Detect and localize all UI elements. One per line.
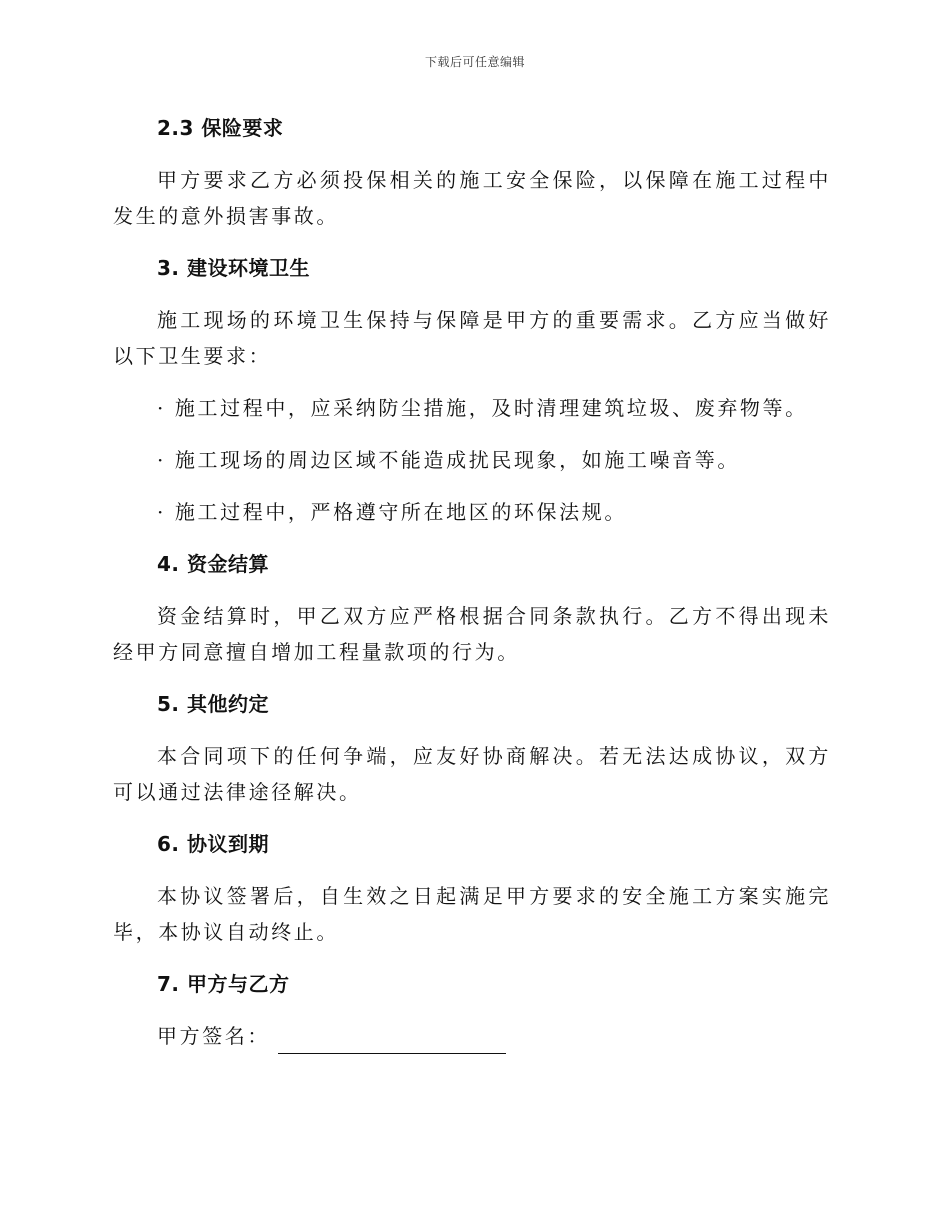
section-paragraph-6: 本协议签署后，自生效之日起满足甲方要求的安全施工方案实施完毕，本协议自动终止。 — [113, 884, 831, 944]
signature-label: 甲方签名： — [157, 1024, 270, 1048]
section-paragraph-2-3: 甲方要求乙方必须投保相关的施工安全保险，以保障在施工过程中发生的意外损害事故。 — [113, 168, 831, 228]
signature-line[interactable] — [278, 1029, 506, 1054]
bullet-item: · 施工过程中，应采纳防尘措施，及时清理建筑垃圾、废弃物等。 — [157, 396, 808, 420]
section-heading-2-3: 2.3 保险要求 — [157, 116, 284, 140]
section-paragraph-5: 本合同项下的任何争端，应友好协商解决。若无法达成协议，双方可以通过法律途径解决。 — [113, 744, 831, 804]
section-heading-6: 6. 协议到期 — [157, 832, 269, 856]
section-heading-7: 7. 甲方与乙方 — [157, 972, 290, 996]
section-heading-4: 4. 资金结算 — [157, 552, 269, 576]
section-paragraph-4: 资金结算时，甲乙双方应严格根据合同条款执行。乙方不得出现未经甲方同意擅自增加工程量款项的行为。 — [113, 604, 831, 664]
signature-row — [113, 1018, 831, 1054]
bullet-item: · 施工过程中，严格遵守所在地区的环保法规。 — [157, 500, 627, 524]
section-heading-5: 5. 其他约定 — [157, 692, 269, 716]
bullet-item: · 施工现场的周边区域不能造成扰民现象，如施工噪音等。 — [157, 448, 740, 472]
section-heading-3: 3. 建设环境卫生 — [157, 256, 310, 280]
page-header: 下载后可任意编辑 — [424, 55, 525, 69]
document-body — [113, 110, 831, 1054]
section-paragraph-3: 施工现场的环境卫生保持与保障是甲方的重要需求。乙方应当做好以下卫生要求： — [113, 308, 831, 368]
